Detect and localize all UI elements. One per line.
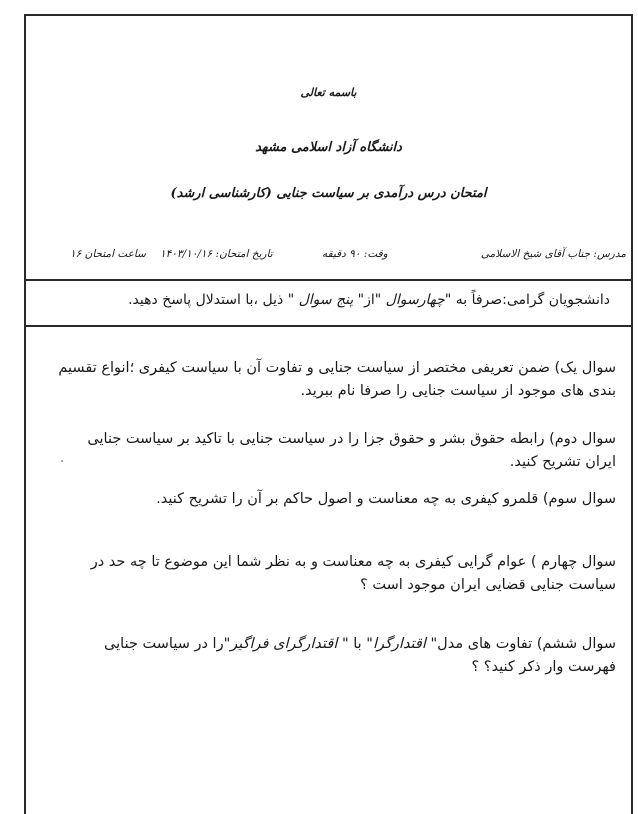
question-5-comprehensive-authoritarian: اقتدارگرای فراگیر [230, 636, 338, 652]
instructions-text-1: دانشجویان گرامی:صرفاً به " [444, 292, 610, 308]
instructions-text-3: " ذیل ،با استدلال پاسخ دهید. [128, 292, 299, 308]
page-frame [24, 14, 633, 814]
question-4: سوال چهارم ) عوام گرایی کیفری به چه معناست و به نظر شما این موضوع تا چه حد در سیاست جنایی قضایی ایران موجود است ؟ [90, 554, 616, 593]
question-5 [56, 633, 616, 679]
question-5-text-1: سوال ششم) تفاوت های مدل" [425, 636, 616, 652]
question-5-authoritarian: اقتدارگرا [372, 636, 426, 652]
exam-title: امتحان درس درآمدی بر سیاست جنایی (کارشناسی ارشد) [170, 186, 487, 201]
question-5-text-3: "را در سیاست جنایی فهرست وار ذکر کنید؟ ؟ [104, 636, 616, 675]
basmala-heading: باسمه تعالی [300, 86, 357, 99]
instructions-five-questions: پنج سوال [298, 292, 354, 308]
stray-mark [61, 460, 63, 462]
instructions-text-2: "از" [353, 292, 386, 308]
exam-date: تاریخ امتحان: ۱۴۰۳/۱۰/۱۶ [160, 248, 273, 260]
teacher-name: مدرس: جناب آقای شیخ الاسلامی [480, 248, 626, 260]
instructions-line [128, 292, 610, 308]
instructions-four-questions: چهارسوال [385, 292, 445, 308]
university-name: دانشگاه آزاد اسلامی مشهد [255, 140, 402, 155]
question-2: سوال دوم) رابطه حقوق بشر و حقوق جزا را در سیاست جنایی با تاکید بر سیاست جنایی ایران تشریح کنید. [87, 431, 616, 470]
question-1: سوال یک) ضمن تعریفی مختصر از سیاست جنایی و تفاوت آن با سیاست کیفری ؛انواع تقسیم بندی های موجود از سیاست جنایی را صرفا نام ببرید. [58, 360, 616, 399]
question-3: سوال سوم) قلمرو کیفری به چه معناست و اصول حاکم بر آن را تشریح کنید. [156, 491, 616, 507]
divider-bottom [24, 325, 633, 327]
exam-time: ساعت امتحان ۱۶ [70, 248, 146, 260]
exam-duration: وقت: ۹۰ دقیقه [322, 248, 388, 260]
question-5-text-2: " با " [337, 636, 373, 652]
divider-top [24, 279, 633, 281]
